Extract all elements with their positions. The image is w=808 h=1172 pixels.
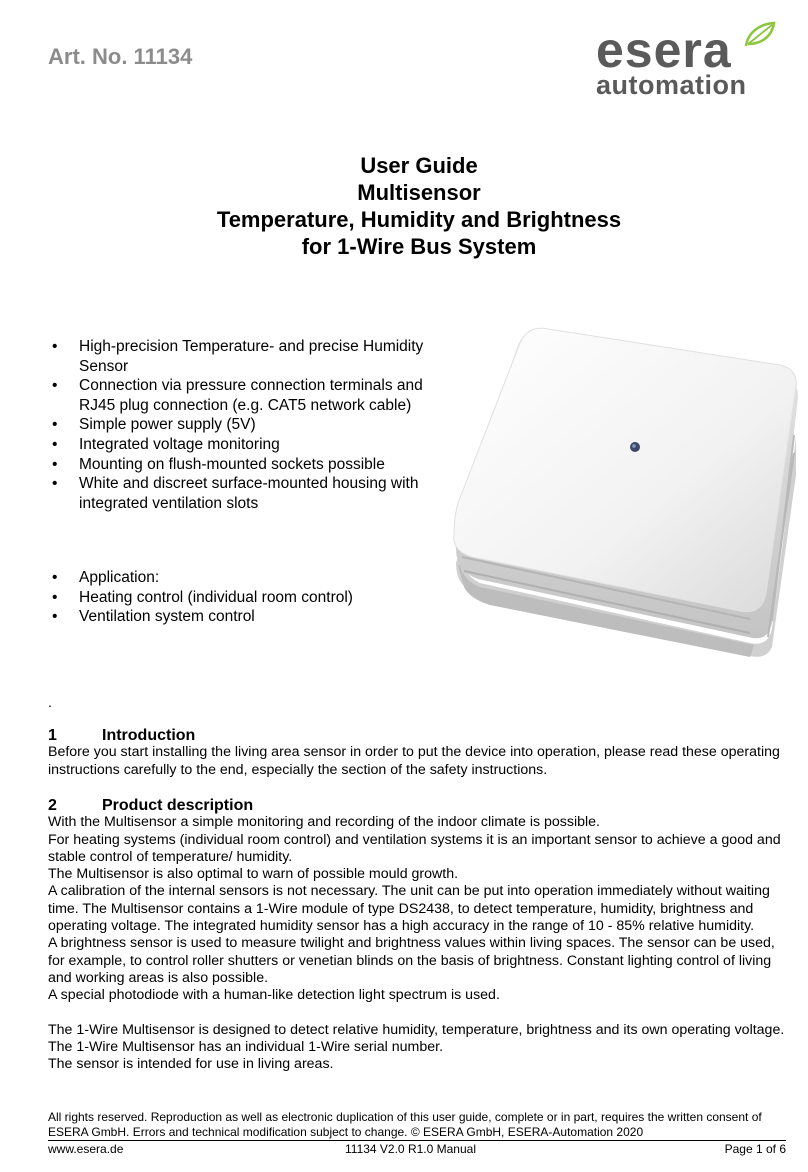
feature-item: • Integrated voltage monitoring bbox=[48, 435, 428, 455]
feature-item: • High-precision Temperature- and precise Humidity Sensor bbox=[48, 337, 428, 376]
feature-item: • Mounting on flush-mounted sockets possible bbox=[48, 455, 428, 475]
title-line-1: User Guide bbox=[360, 153, 478, 178]
section-product-description bbox=[48, 797, 793, 1073]
section-heading bbox=[48, 727, 793, 744]
section-number: 1 bbox=[48, 727, 57, 744]
paragraph: Before you start installing the living area sensor in order to put the device into operation, please read these operating instructions carefully to the end, especially the section of the safety instructions. bbox=[48, 744, 780, 778]
paragraph: For heating systems (individual room control) and ventilation systems it is an important sensor to achieve a good and stable control of temperature/ humidity. bbox=[48, 831, 781, 865]
application-item: • Application: bbox=[48, 568, 428, 588]
section-title: Introduction bbox=[102, 727, 196, 744]
title-line-3: Temperature, Humidity and Brightness bbox=[216, 207, 622, 232]
footer-divider bbox=[48, 1140, 786, 1141]
title-line-4: for 1-Wire Bus System bbox=[301, 234, 537, 259]
feature-item: • Connection via pressure connection terminals and RJ45 plug connection (e.g. CAT5 network cable) bbox=[48, 376, 428, 415]
footer-page-number: Page 1 of 6 bbox=[724, 1142, 786, 1156]
application-item: • Ventilation system control bbox=[48, 607, 428, 627]
application-list bbox=[48, 568, 428, 627]
footer-website: www.esera.de bbox=[48, 1142, 124, 1156]
application-item: • Heating control (individual room control) bbox=[48, 588, 428, 608]
feature-list bbox=[48, 337, 428, 513]
paragraph: A special photodiode with a human-like detection light spectrum is used. bbox=[48, 987, 500, 1004]
paragraph: A calibration of the internal sensors is not necessary. The unit can be put into operation immediately without waiting time. The Multisensor contains a 1-Wire module of type DS2438, to detect temperature, humidity, brightness and operating voltage. The integrated humidity sensor has a high accuracy in the range of 10 - 85% relative humidity. bbox=[48, 883, 770, 935]
logo-wordmark-automation: automation bbox=[596, 70, 747, 100]
article-number: Art. No. 11134 bbox=[48, 44, 193, 69]
feature-item: • Simple power supply (5V) bbox=[48, 415, 428, 435]
section-heading bbox=[48, 797, 793, 814]
leaf-icon bbox=[742, 20, 778, 50]
paragraph: The sensor is intended for use in living areas. bbox=[48, 1056, 334, 1073]
document-title bbox=[0, 152, 808, 260]
paragraph: With the Multisensor a simple monitoring and recording of the indoor climate is possible. bbox=[48, 814, 600, 831]
section-title: Product description bbox=[102, 797, 254, 814]
esera-logo bbox=[592, 20, 782, 100]
logo-wordmark-esera: esera bbox=[596, 22, 732, 78]
multisensor-product-image bbox=[450, 325, 802, 657]
footer-document-id: 11134 V2.0 R1.0 Manual bbox=[345, 1142, 476, 1156]
separator-dot: . bbox=[48, 694, 52, 710]
paragraph: A brightness sensor is used to measure twilight and brightness values within living spaces. The sensor can be used, for example, to control roller shutters or venetian blinds on the basis of brightness. Constant lighting control of living and working areas is also possible. bbox=[48, 935, 775, 986]
section-number: 2 bbox=[48, 797, 57, 814]
title-line-2: Multisensor bbox=[357, 180, 481, 205]
paragraph: The Multisensor is also optimal to warn of possible mould growth. bbox=[48, 866, 459, 883]
section-introduction bbox=[48, 727, 793, 779]
copyright-notice: All rights reserved. Reproduction as well as electronic duplication of this user guide, complete or in part, requires the written consent of ESERA GmbH. Errors and technical modification subject to change. © ESERA GmbH, ESERA-Automation 2020 bbox=[48, 1110, 762, 1139]
feature-item: • White and discreet surface-mounted housing with integrated ventilation slots bbox=[48, 474, 428, 513]
paragraph: The 1-Wire Multisensor is designed to detect relative humidity, temperature, brightness and its own operating voltage. The 1-Wire Multisensor has an individual 1-Wire serial number. bbox=[48, 1021, 785, 1055]
